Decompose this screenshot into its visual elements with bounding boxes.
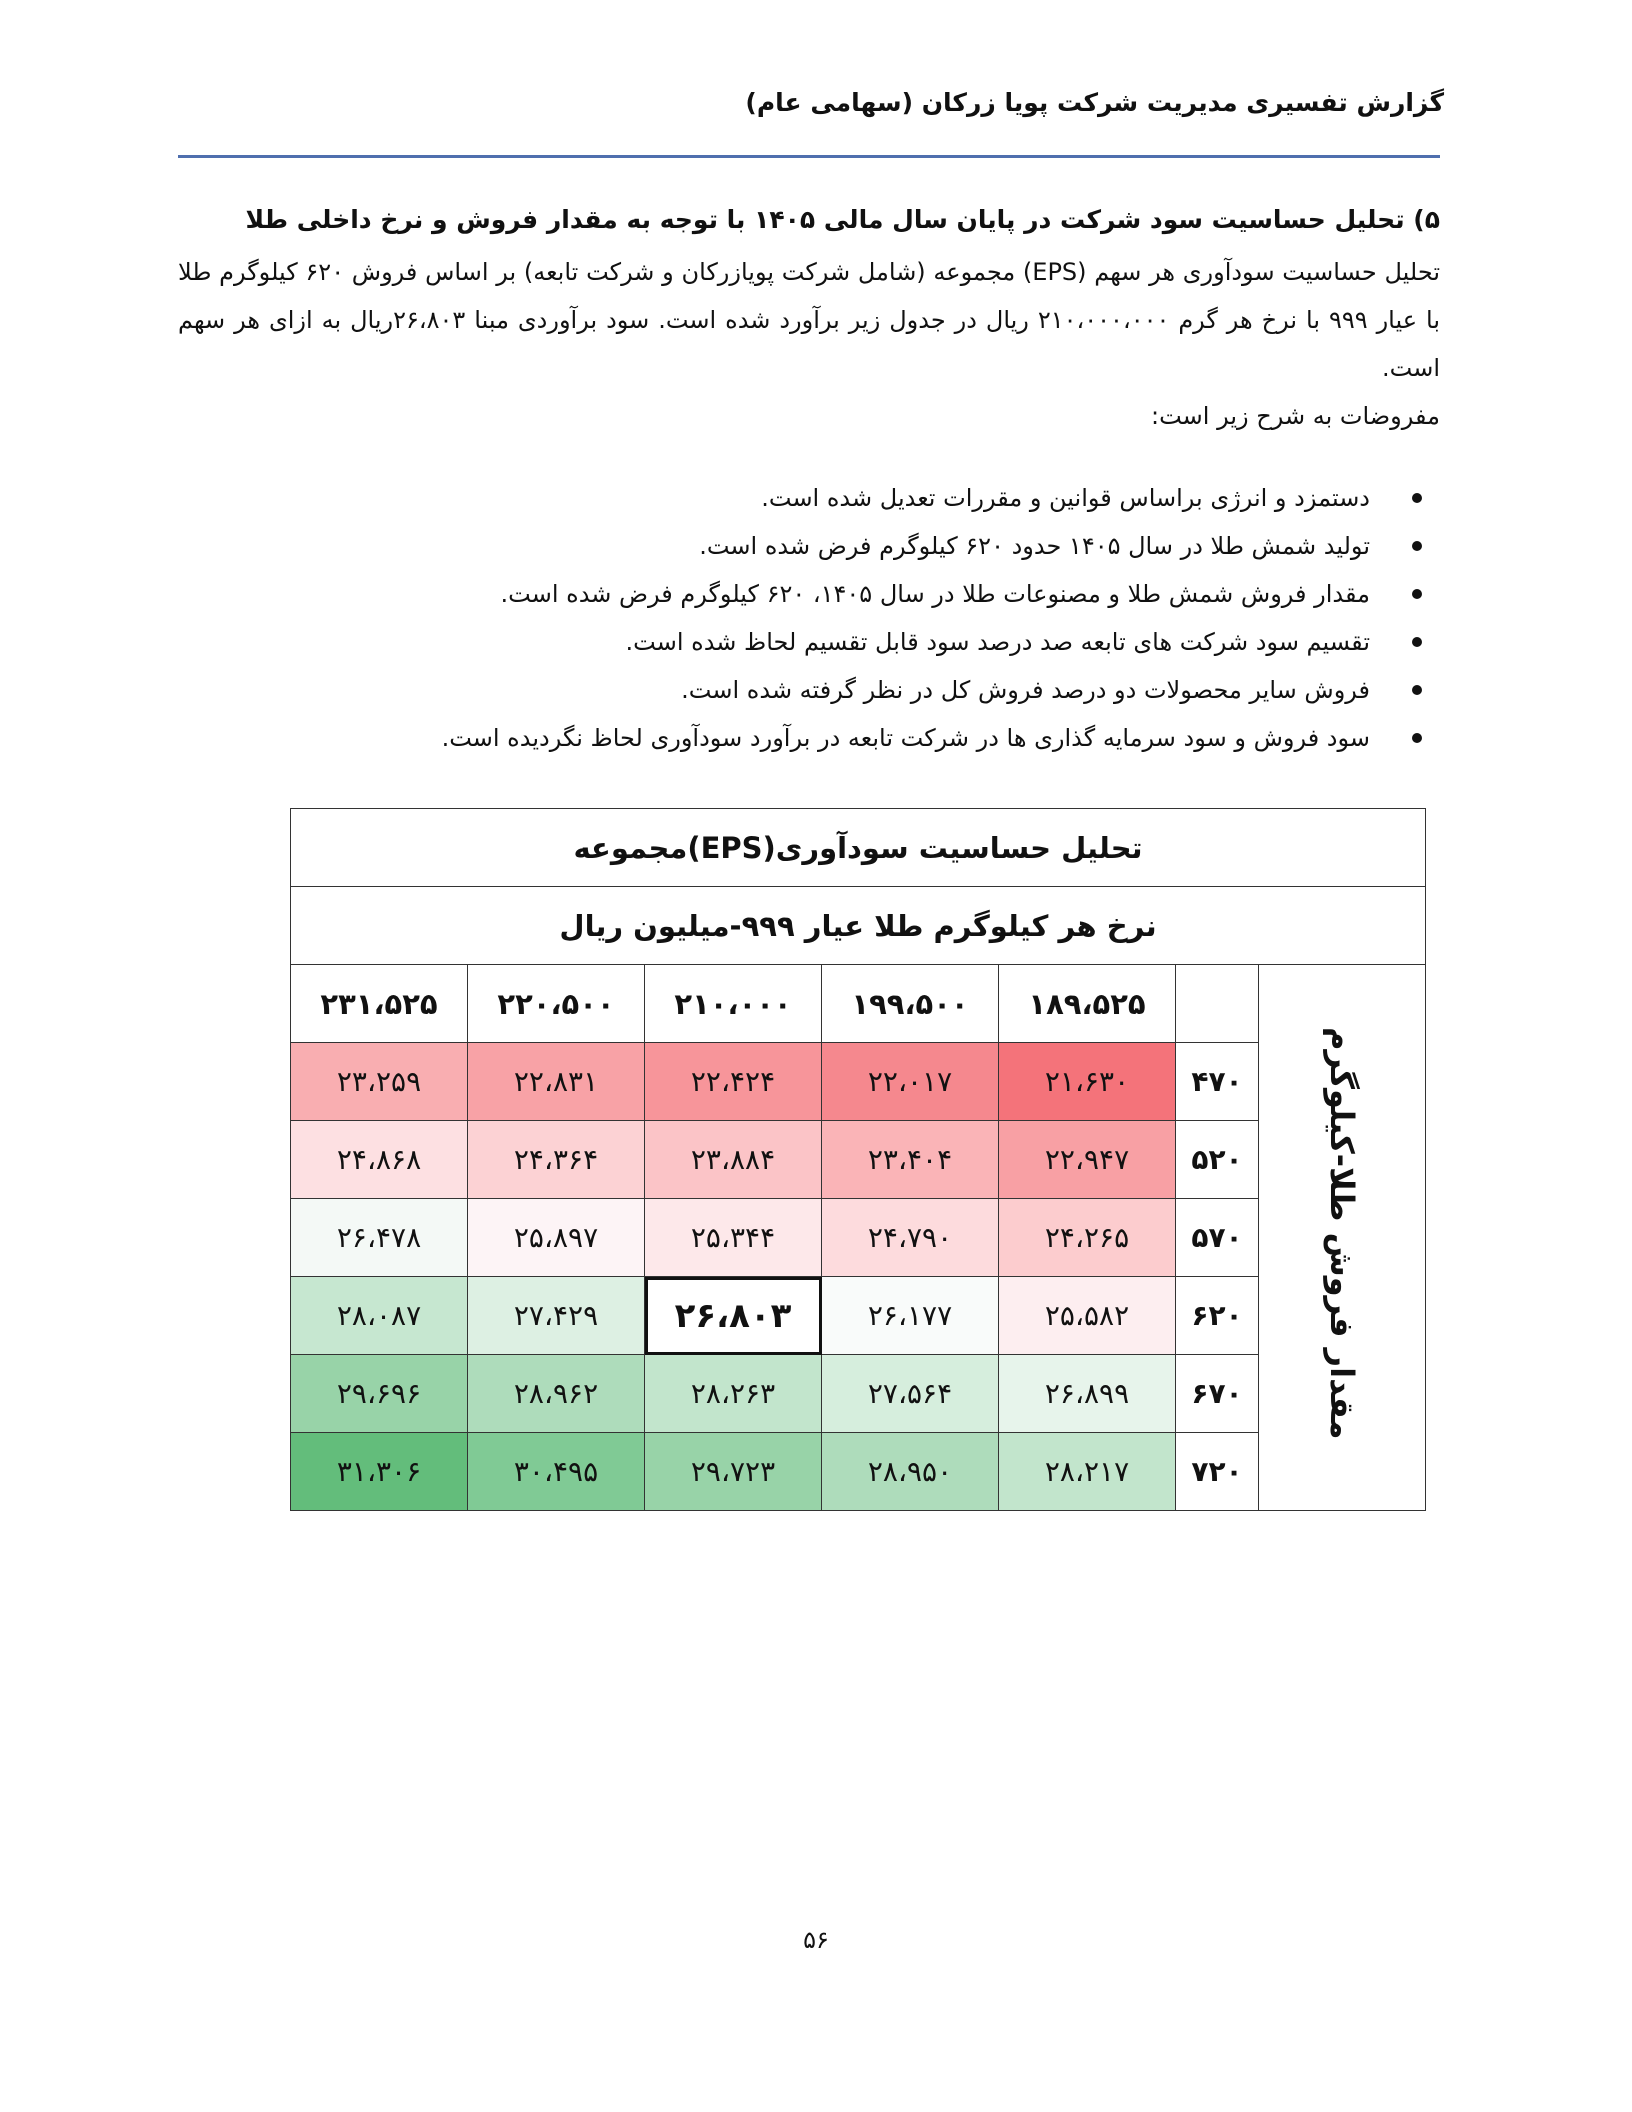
table-cell: ۲۳،۸۸۴ [645, 1121, 822, 1199]
row-header: ۶۲۰ [1176, 1277, 1259, 1355]
list-item: فروش سایر محصولات دو درصد فروش کل در نظر گرفته شده است. [178, 666, 1370, 714]
section-title: ۵) تحلیل حساسیت سود شرکت در پایان سال مالی ۱۴۰۵ با توجه به مقدار فروش و نرخ داخلی طلا [245, 205, 1440, 234]
table-cell: ۲۵،۸۹۷ [468, 1199, 645, 1277]
bullet-icon [1412, 589, 1422, 599]
table-cell: ۲۸،۹۵۰ [822, 1433, 999, 1511]
table-subtitle: نرخ هر کیلوگرم طلا عیار ۹۹۹-میلیون ریال [291, 887, 1426, 965]
list-item: سود فروش و سود سرمایه گذاری ها در شرکت تابعه در برآورد سودآوری لحاظ نگردیده است. [178, 714, 1370, 762]
table-cell: ۲۵،۳۴۴ [645, 1199, 822, 1277]
column-header: ۱۸۹،۵۲۵ [999, 965, 1176, 1043]
table-cell: ۲۲،۴۲۴ [645, 1043, 822, 1121]
table-cell: ۲۲،۰۱۷ [822, 1043, 999, 1121]
table-cell: ۲۶،۸۹۹ [999, 1355, 1176, 1433]
row-header: ۶۷۰ [1176, 1355, 1259, 1433]
table-cell: ۲۸،۲۱۷ [999, 1433, 1176, 1511]
table-cell: ۲۴،۸۶۸ [291, 1121, 468, 1199]
table-cell: ۲۱،۶۳۰ [999, 1043, 1176, 1121]
list-item: تقسیم سود شرکت های تابعه صد درصد سود قابل تقسیم لحاظ شده است. [178, 618, 1370, 666]
table-cell: ۲۸،۰۸۷ [291, 1277, 468, 1355]
table-cell: ۲۴،۷۹۰ [822, 1199, 999, 1277]
table-row [291, 1199, 1426, 1277]
column-header: ۲۳۱،۵۲۵ [291, 965, 468, 1043]
section-paragraph: تحلیل حساسیت سودآوری هر سهم (EPS) مجموعه (شامل شرکت پویازرکان و شرکت تابعه) بر اساس فروش ۶۲۰ کیلوگرم طلا با عیار ۹۹۹ با نرخ هر گرم ۲۱۰،۰۰۰،۰۰۰ ریال در جدول زیر برآورد شده است. سود برآوردی مبنا ۲۶،۸۰۳ریال به ازای هر سهم است. [178, 258, 1441, 382]
table-cell: ۲۷،۴۲۹ [468, 1277, 645, 1355]
table-row [291, 1121, 1426, 1199]
column-header: ۲۲۰،۵۰۰ [468, 965, 645, 1043]
table-cell: ۲۳،۲۵۹ [291, 1043, 468, 1121]
table-row [291, 1043, 1426, 1121]
base-case-cell: ۲۶،۸۰۳ [645, 1277, 822, 1355]
table-cell: ۲۹،۷۲۳ [645, 1433, 822, 1511]
list-item: دستمزد و انرژی براساس قوانین و مقررات تعدیل شده است. [178, 474, 1370, 522]
table-title: تحلیل حساسیت سودآوری(EPS)مجموعه [291, 809, 1426, 887]
list-item: تولید شمش طلا در سال ۱۴۰۵ حدود ۶۲۰ کیلوگرم فرض شده است. [178, 522, 1370, 570]
row-header: ۵۲۰ [1176, 1121, 1259, 1199]
table-cell: ۲۴،۲۶۵ [999, 1199, 1176, 1277]
header-divider [178, 155, 1440, 158]
column-header: ۲۱۰،۰۰۰ [645, 965, 822, 1043]
table-cell: ۳۰،۴۹۵ [468, 1433, 645, 1511]
row-header: ۵۷۰ [1176, 1199, 1259, 1277]
table-cell: ۲۲،۹۴۷ [999, 1121, 1176, 1199]
bullet-icon [1412, 685, 1422, 695]
table-cell: ۲۹،۶۹۶ [291, 1355, 468, 1433]
bullet-icon [1412, 541, 1422, 551]
bullet-icon [1412, 493, 1422, 503]
table-row [291, 1433, 1426, 1511]
corner-cell [1176, 965, 1259, 1043]
table-cell: ۲۸،۲۶۳ [645, 1355, 822, 1433]
table-cell: ۲۶،۴۷۸ [291, 1199, 468, 1277]
page-header: گزارش تفسیری مدیریت شرکت پویا زرکان (سهامی عام) [745, 88, 1444, 117]
bullet-icon [1412, 637, 1422, 647]
table-row [291, 1355, 1426, 1433]
table-row [291, 1277, 1426, 1355]
table-cell: ۲۵،۵۸۲ [999, 1277, 1176, 1355]
table-cell: ۲۳،۴۰۴ [822, 1121, 999, 1199]
side-axis-text: مقدار فروش طلا-کیلوگرم [1323, 1027, 1361, 1440]
page-number: ۵۶ [803, 1926, 829, 1954]
row-header: ۴۷۰ [1176, 1043, 1259, 1121]
section [178, 196, 1440, 762]
table-cell: ۳۱،۳۰۶ [291, 1433, 468, 1511]
table-cell: ۲۷،۵۶۴ [822, 1355, 999, 1433]
eps-sensitivity-table [290, 808, 1426, 1511]
table-cell: ۲۸،۹۶۲ [468, 1355, 645, 1433]
assumptions-list [178, 474, 1440, 762]
table-cell: ۲۴،۳۶۴ [468, 1121, 645, 1199]
bullet-icon [1412, 733, 1422, 743]
list-item: مقدار فروش شمش طلا و مصنوعات طلا در سال ۱۴۰۵، ۶۲۰ کیلوگرم فرض شده است. [178, 570, 1370, 618]
column-header: ۱۹۹،۵۰۰ [822, 965, 999, 1043]
side-axis-label [1259, 965, 1426, 1511]
table-cell: ۲۶،۱۷۷ [822, 1277, 999, 1355]
table-cell: ۲۲،۸۳۱ [468, 1043, 645, 1121]
assumptions-label: مفروضات به شرح زیر است: [1151, 402, 1440, 430]
row-header: ۷۲۰ [1176, 1433, 1259, 1511]
